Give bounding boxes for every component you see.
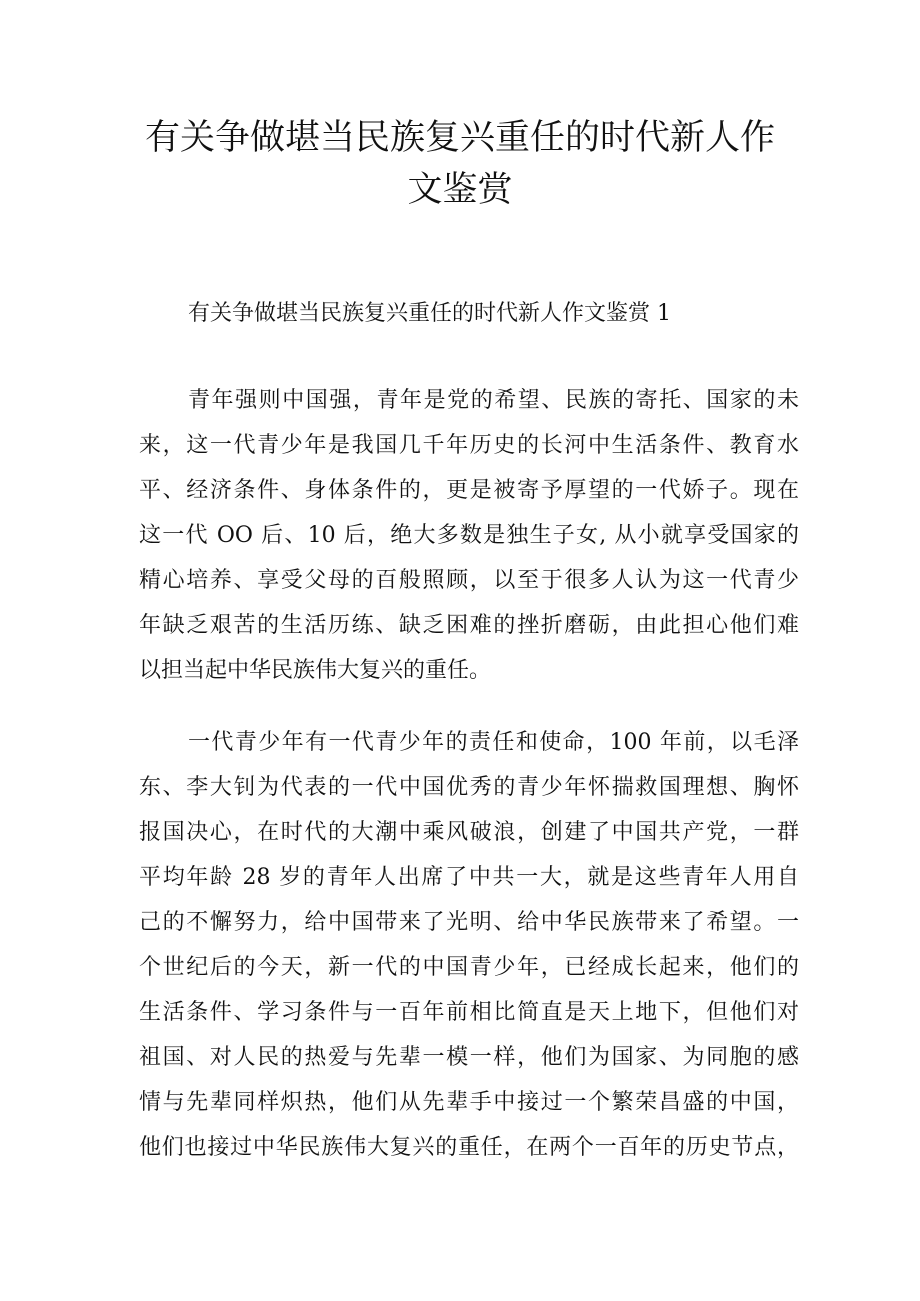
page-title bbox=[120, 112, 800, 216]
paragraph-2 bbox=[139, 720, 799, 1170]
paragraph-line: 以担当起中华民族伟大复兴的重任。 bbox=[139, 658, 492, 683]
section-heading: 有关争做堪当民族复兴重任的时代新人作文鉴赏 1 bbox=[188, 301, 671, 326]
paragraph-1 bbox=[139, 378, 799, 693]
paragraph-line: 来，这一代青少年是我国几千年历史的长河中生活条件、教育水 bbox=[139, 433, 799, 458]
paragraph-line: 情与先辈同样炽热，他们从先辈手中接过一个繁荣昌盛的中国， bbox=[139, 1090, 799, 1115]
paragraph-line: 这一代 OO 后、10 后，绝大多数是独生子女, 从小就享受国家的 bbox=[139, 523, 799, 548]
title-line: 有关争做堪当民族复兴重任的时代新人作 bbox=[144, 118, 775, 158]
paragraph-line: 己的不懈努力，给中国带来了光明、给中华民族带来了希望。一 bbox=[139, 910, 799, 935]
paragraph-line: 精心培养、享受父母的百般照顾，以至于很多人认为这一代青少 bbox=[139, 568, 799, 593]
paragraph-line: 一代青少年有一代青少年的责任和使命，100 年前，以毛泽 bbox=[188, 730, 799, 755]
paragraph-line: 青年强则中国强，青年是党的希望、民族的寄托、国家的未 bbox=[188, 388, 799, 413]
paragraph-line: 平均年龄 28 岁的青年人出席了中共一大，就是这些青年人用自 bbox=[139, 865, 799, 890]
paragraph-line: 生活条件、学习条件与一百年前相比简直是天上地下，但他们对 bbox=[139, 1000, 799, 1025]
paragraph-line: 他们也接过中华民族伟大复兴的重任，在两个一百年的历史节点， bbox=[139, 1135, 799, 1160]
paragraph-line: 祖国、对人民的热爱与先辈一模一样，他们为国家、为同胞的感 bbox=[139, 1045, 799, 1070]
paragraph-line: 平、经济条件、身体条件的，更是被寄予厚望的一代娇子。现在 bbox=[139, 478, 799, 503]
paragraph-line: 东、李大钊为代表的一代中国优秀的青少年怀揣救国理想、胸怀 bbox=[139, 775, 799, 800]
paragraph-line: 报国决心，在时代的大潮中乘风破浪，创建了中国共产党，一群 bbox=[139, 820, 799, 845]
paragraph-line: 年缺乏艰苦的生活历练、缺乏困难的挫折磨砺，由此担心他们难 bbox=[139, 613, 799, 638]
title-line: 文鉴赏 bbox=[407, 170, 513, 210]
paragraph-line: 个世纪后的今天，新一代的中国青少年，已经成长起来，他们的 bbox=[139, 955, 799, 980]
